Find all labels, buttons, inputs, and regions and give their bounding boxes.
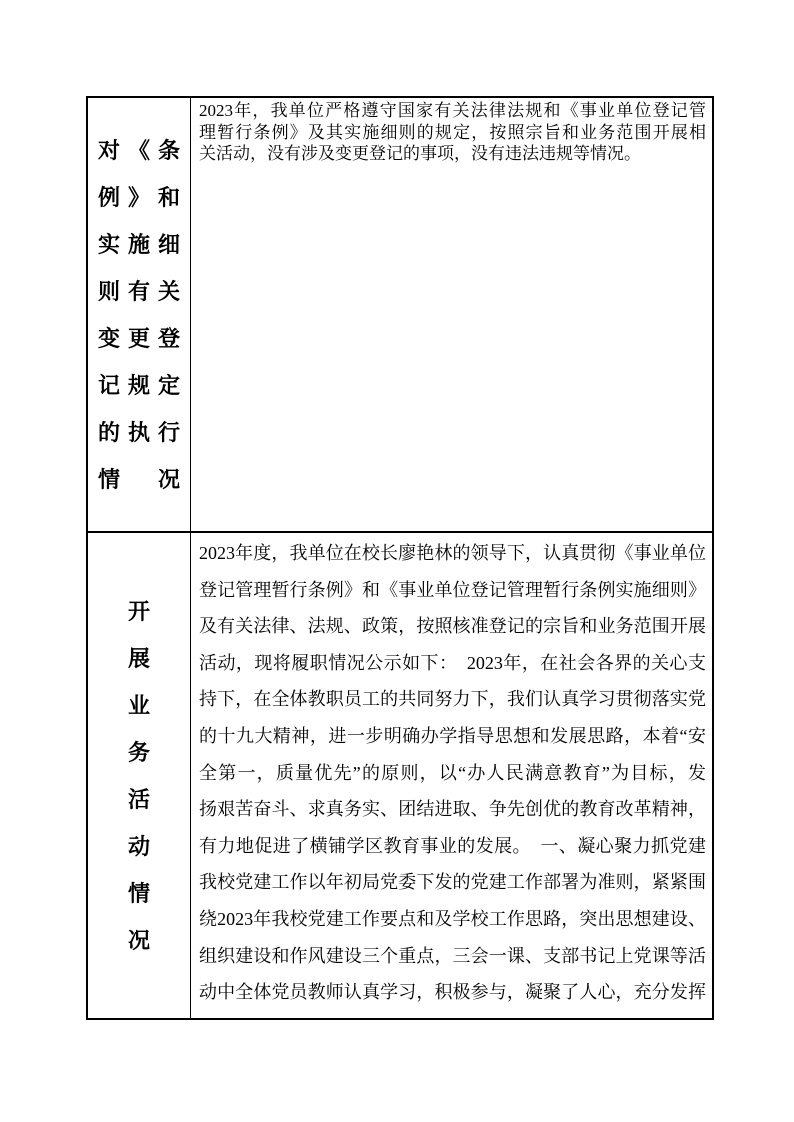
label-line: 例》和 [98,184,180,210]
text-line: 的十九大精神，进一步明确办学指导思想和发展思路，本着“安 [199,725,706,746]
text-line: 绕2023年我校党建工作要点和及学校工作思路，突出思想建设、 [199,908,706,929]
text-line: 扬艰苦奋斗、求真务实、团结进取、争先创优的教育改革精神， [199,799,706,820]
text-line: 持下，在全体教职员工的共同努力下，我们认真学习贯彻落实党 [199,689,706,710]
text-line: 动中全体党员教师认真学习，积极参与，凝聚了人心，充分发挥 [199,982,706,1003]
label-line: 对《条 [98,137,180,163]
text-line: 理暂行条例》及其实施细则的规定，按照宗旨和业务范围开展相 [199,122,706,142]
label-line: 实施细 [98,231,180,257]
label-line: 的执行 [98,419,180,445]
label-line: 变更登 [98,325,180,351]
label-char: 况 [127,927,150,953]
regulation-compliance-label [98,127,180,503]
label-line: 记规定 [98,372,180,398]
text-line: 全第一，质量优先”的原则，以“办人民满意教育”为目标，发 [199,762,706,783]
text-line: 2023年度，我单位在校长廖艳林的领导下，认真贯彻《事业单位 [199,543,706,563]
label-char: 情 [127,880,150,906]
text-line: 2023年，我单位严格遵守国家有关法律法规和《事业单位登记管 [199,101,706,120]
label-char: 业 [127,692,150,718]
label-char: 动 [127,833,150,859]
label-line: 则有关 [98,278,180,304]
regulation-compliance-content-cell [191,98,712,531]
report-table [86,96,714,1020]
text-line: 我校党建工作以年初局党委下发的党建工作部署为准则，紧紧围 [199,872,706,893]
text-line: 登记管理暂行条例》和《事业单位登记管理暂行条例实施细则》 [199,579,706,600]
text-line: 及有关法律、法规、政策，按照核准登记的宗旨和业务范围开展 [199,616,706,637]
regulation-compliance-label-cell [88,98,191,531]
regulation-compliance-paragraph [199,100,706,165]
text-line: 组织建设和作风建设三个重点，三会一课、支部书记上党课等活 [199,945,706,966]
label-char: 开 [127,598,150,624]
row-regulation-compliance [88,98,712,533]
business-activities-paragraph [199,535,706,1011]
business-activities-label-cell [88,533,191,1018]
business-activities-label [98,588,180,964]
row-business-activities [88,533,712,1018]
text-line: 关活动，没有涉及变更登记的事项，没有违法违规等情况。 [199,144,641,163]
text-line: 活动，现将履职情况公示如下： 2023年，在社会各界的关心支 [199,652,706,673]
text-line: 有力地促进了横铺学区教育事业的发展。 一、凝心聚力抓党建 [199,835,706,856]
label-char: 展 [127,645,150,671]
label-char: 活 [127,786,150,812]
label-char: 务 [127,739,150,765]
business-activities-content-cell [191,533,712,1018]
label-line: 情况 [98,466,180,492]
